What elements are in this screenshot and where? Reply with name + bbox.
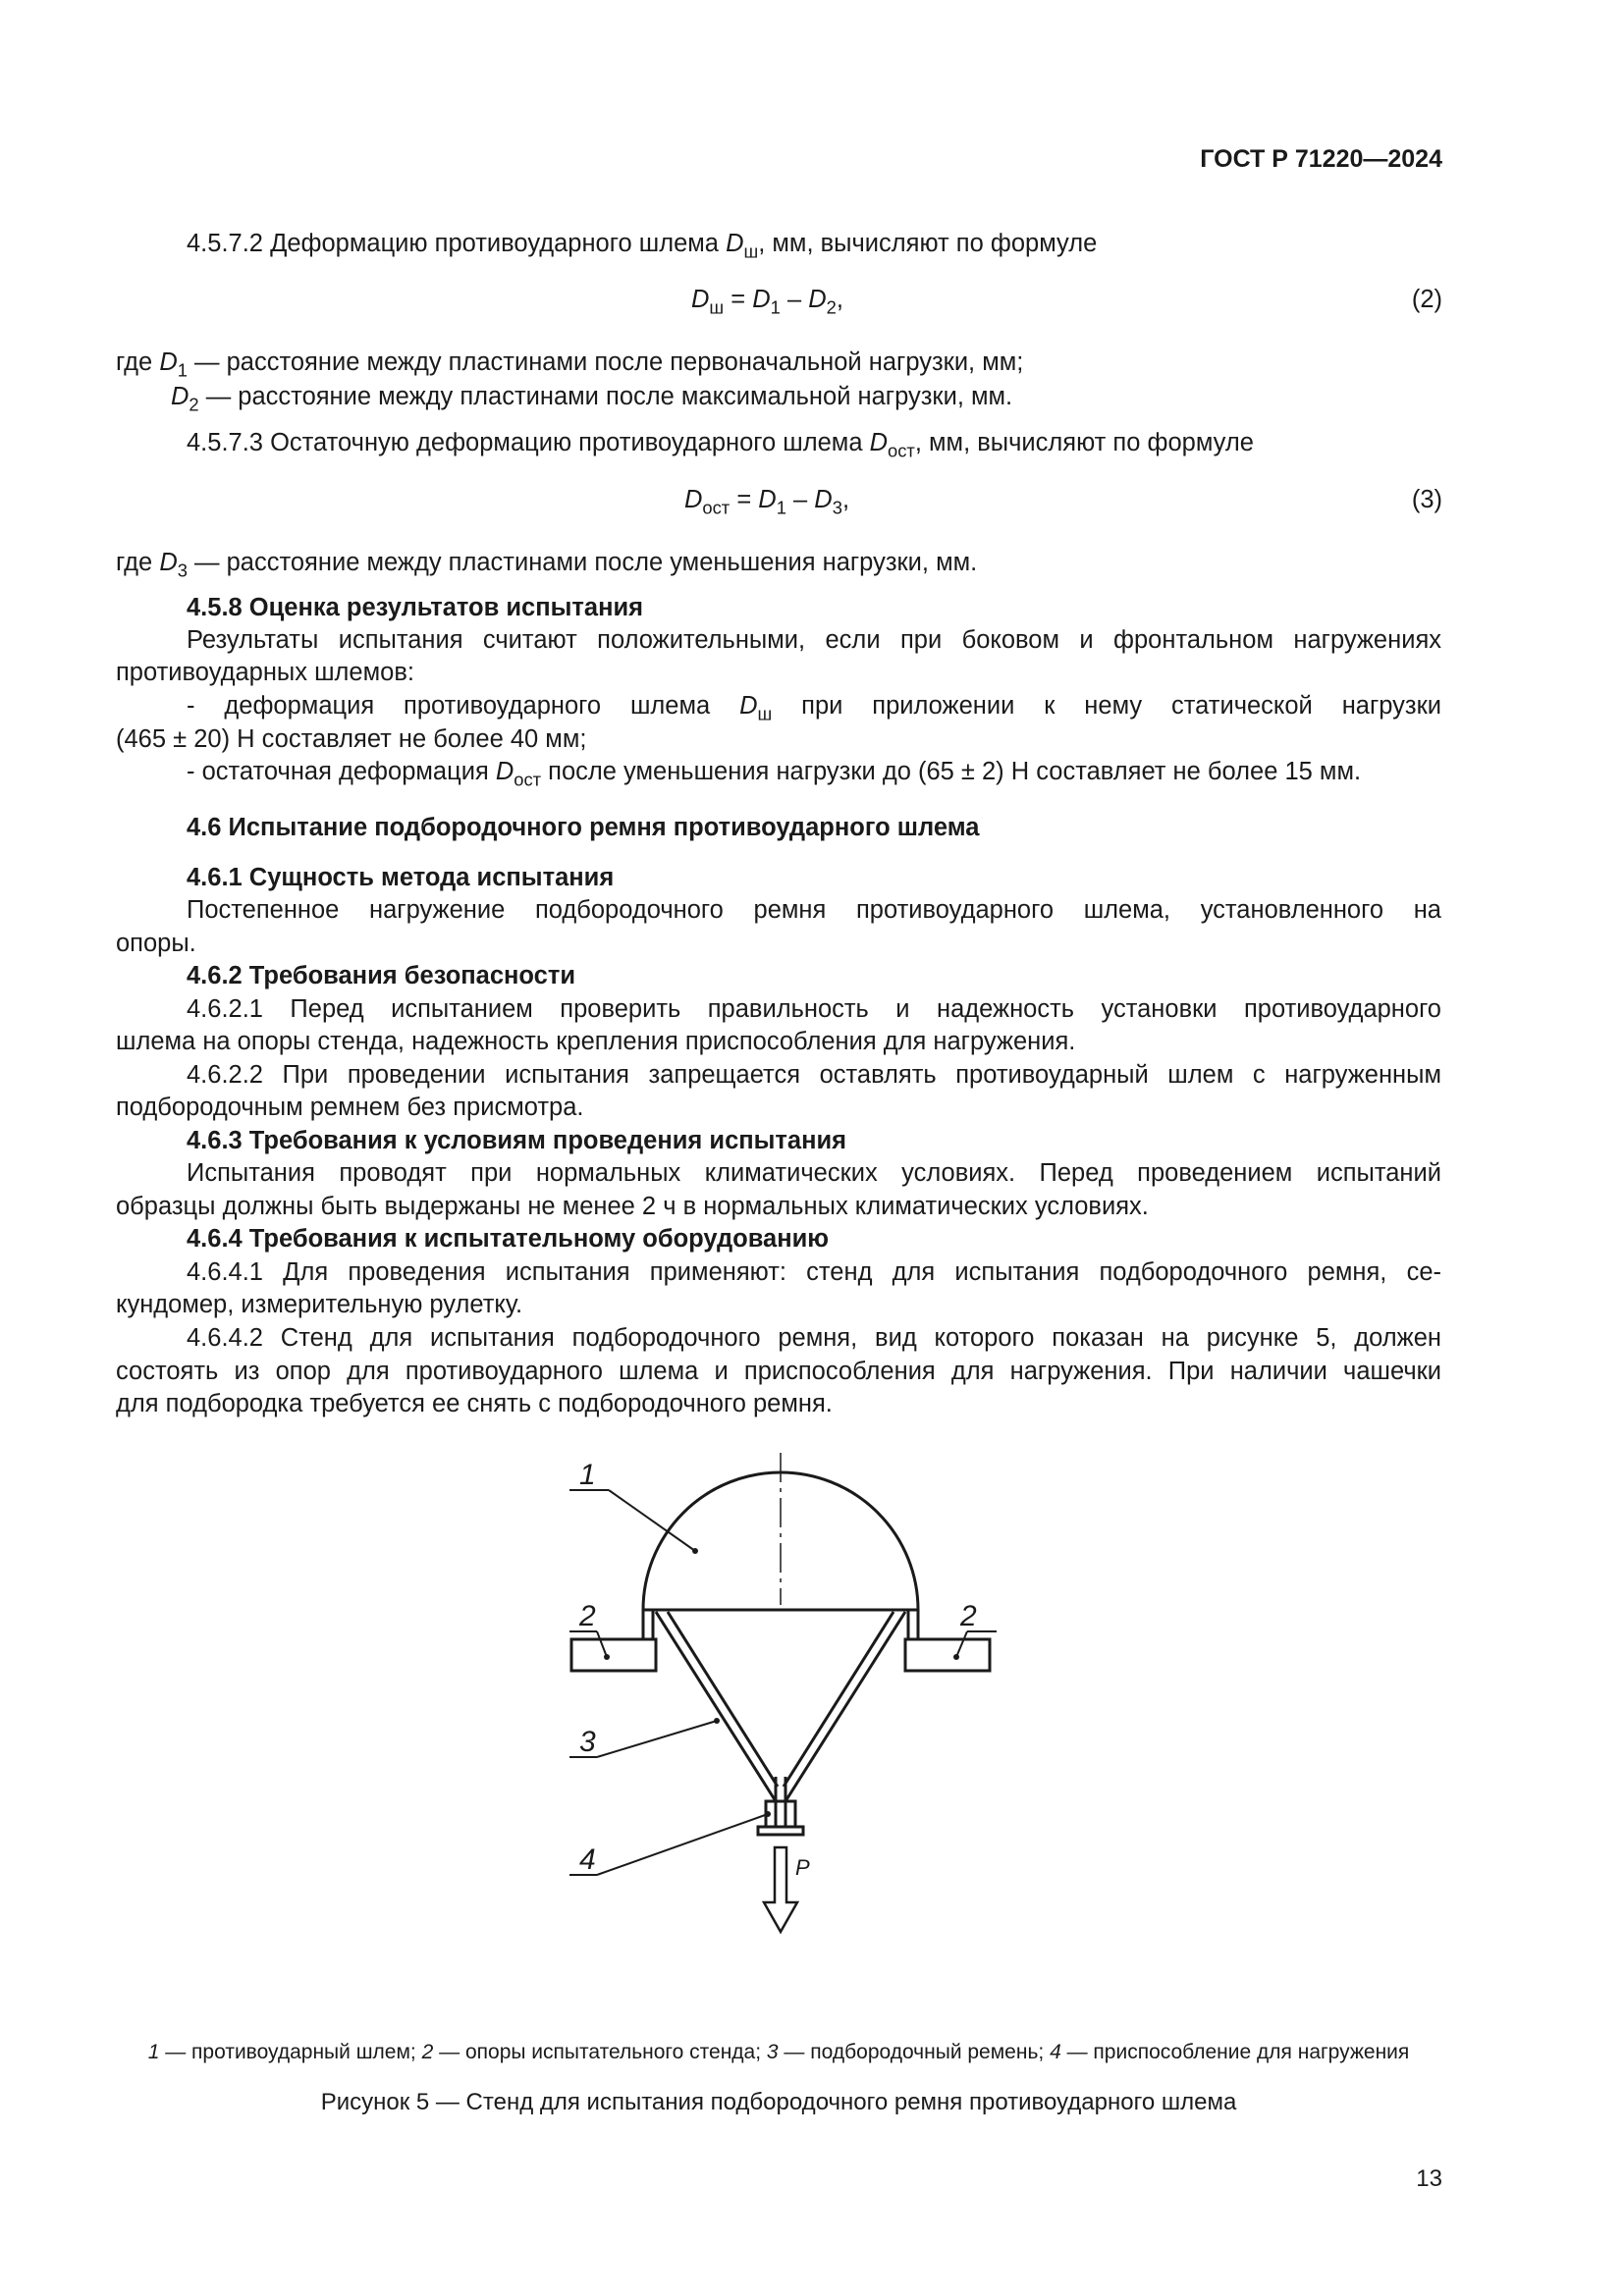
heading-463: 4.6.3 Требования к условиям проведения испытания	[187, 1127, 847, 1154]
text-4641-line2: кундомер, измерительную рулетку.	[116, 1291, 523, 1318]
figure-5-chin-strap-test-stand	[550, 1443, 1021, 1993]
where-d1: где $D_1$ — расстояние между пластинами после первоначальной нагрузки, мм;	[116, 348, 1024, 381]
paragraph-4573: 4.5.7.3 Остаточную деформацию противоударного шлема $D_{ост}$, мм, вычисляют по формуле	[187, 429, 1254, 461]
label-1: 1	[579, 1459, 596, 1491]
where-d3: где $D_3$ — расстояние между пластинами после уменьшения нагрузки, мм.	[116, 549, 978, 581]
force-arrow	[764, 1847, 797, 1932]
text-463-line1: Испытания проводят при нормальных климатических условиях. Перед проведением испытаний	[187, 1159, 1441, 1187]
label-2-right: 2	[960, 1600, 977, 1632]
text-4642-line1: 4.6.4.2 Стенд для испытания подбородочного ремня, вид которого показан на рисунке 5, должен	[187, 1324, 1441, 1352]
heading-46: 4.6 Испытание подбородочного ремня противоударного шлема	[187, 814, 980, 841]
formula-2-number: (2)	[1411, 286, 1442, 313]
label-force-p: P	[795, 1855, 810, 1880]
heading-464: 4.6.4 Требования к испытательному оборудованию	[187, 1225, 830, 1253]
bullet-458-1-line2: (465 ± 20) Н составляет не более 40 мм;	[116, 725, 587, 753]
chin-strap-left-outer	[656, 1612, 776, 1801]
text-458-line1: Результаты испытания считают положительными, если при боковом и фронтальном нагружениях	[187, 626, 1441, 654]
heading-462: 4.6.2 Требования безопасности	[187, 962, 576, 989]
support-left	[571, 1639, 656, 1671]
bullet-458-2: - остаточная деформация $D_{ост}$ после уменьшения нагрузки до (65 ± 2) Н составляет не более 15 мм.	[187, 758, 1362, 790]
paragraph-4572: 4.5.7.2 Деформацию противоударного шлема $D_ш$, мм, вычисляют по формуле	[187, 230, 1098, 262]
text-4621-line1: 4.6.2.1 Перед испытанием проверить правильность и надежность установки противоударного	[187, 995, 1441, 1023]
where-d2: $D_2$ — расстояние между пластинами после максимальной нагрузки, мм.	[171, 383, 1013, 415]
figure-5-caption: Рисунок 5 — Стенд для испытания подбородочного ремня противоударного шлема	[320, 2089, 1237, 2115]
text-461-line1: Постепенное нагружение подбородочного ремня противоударного шлема, установленного на	[187, 896, 1441, 924]
document-header-id: ГОСТ Р 71220—2024	[1200, 145, 1442, 173]
text-461-line2: опоры.	[116, 930, 196, 957]
heading-461: 4.6.1 Сущность метода испытания	[187, 864, 615, 891]
text-4642-line2: состоять из опор для противоударного шлема и приспособления для нагружения. При наличии чашечки	[116, 1358, 1441, 1385]
text-4621-line2: шлема на опоры стенда, надежность крепления приспособления для нагружения.	[116, 1028, 1076, 1055]
heading-458: 4.5.8 Оценка результатов испытания	[187, 594, 644, 621]
label-2-left: 2	[579, 1600, 596, 1632]
formula-3-number: (3)	[1411, 486, 1442, 513]
label-4: 4	[579, 1843, 596, 1876]
bullet-458-1-line1: - деформация противоударного шлема $D_ш$ при приложении к нему статической нагрузки	[187, 692, 1441, 724]
text-4642-line3: для подбородка требуется ее снять с подбородочного ремня.	[116, 1390, 833, 1417]
formula-2: $D_ш = D_1 - D_2$,	[691, 286, 843, 318]
support-right	[905, 1639, 990, 1671]
label-3: 3	[579, 1726, 596, 1758]
text-463-line2: образцы должны быть выдержаны не менее 2 ч в нормальных климатических условиях.	[116, 1193, 1149, 1220]
text-4641-line1: 4.6.4.1 Для проведения испытания применяют: стенд для испытания подбородочного ремня, се-	[187, 1258, 1441, 1286]
formula-3: $D_{ост} = D_1 - D_3$,	[684, 486, 850, 518]
text-458-line2: противоударных шлемов:	[116, 659, 414, 686]
text-4622-line1: 4.6.2.2 При проведении испытания запрещается оставлять противоударный шлем с нагруженным	[187, 1061, 1441, 1089]
page-number: 13	[1416, 2165, 1442, 2192]
figure-5-legend: 1 — противоударный шлем; 2 — опоры испытательного стенда; 3 — подбородочный ремень; 4 — приспособление для нагружения	[147, 2041, 1410, 2063]
chin-strap-right-outer	[785, 1612, 905, 1801]
text-4622-line2: подбородочным ремнем без присмотра.	[116, 1094, 584, 1121]
